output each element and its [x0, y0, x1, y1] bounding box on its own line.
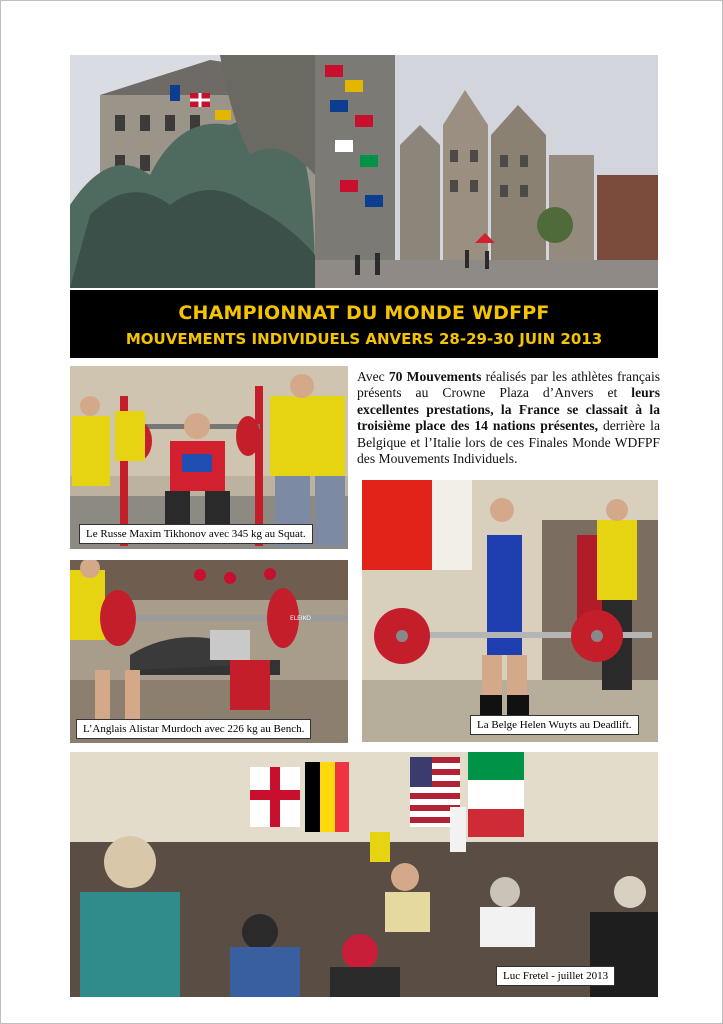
article-text — [357, 369, 660, 467]
squat-photo — [70, 366, 348, 549]
article-bold-1: 70 Mouvements — [388, 369, 482, 384]
squat-caption: Le Russe Maxim Tikhonov avec 345 kg au Squat. — [79, 524, 313, 544]
plate-text: ELEIKO — [290, 615, 312, 622]
photo-credit: Luc Fretel - juillet 2013 — [496, 966, 615, 986]
deadlift-photo — [362, 480, 658, 742]
article-text-2: réalisés par les athlètes français présents au Crowne Plaza d’Anvers et — [357, 369, 661, 401]
banner-subtitle: MOUVEMENTS INDIVIDUELS ANVERS 28-29-30 JUIN 2013 — [125, 330, 603, 348]
banner-title: CHAMPIONNAT DU MONDE WDFPF — [178, 302, 550, 324]
audience-photo — [70, 752, 658, 997]
article-text-1: Avec — [357, 369, 389, 384]
article-bold-2: leurs excellentes prestations, la France se classait à la troisième place des 14 nations présentes, — [357, 385, 660, 434]
article-text-3: derrière la Belgique et l’Italie lors de ces Finales Monde WDFPF des Mouvements Individuels. — [357, 418, 660, 467]
antwerp-fountain-photo — [70, 55, 315, 288]
bench-photo — [70, 560, 348, 743]
antwerp-square-photo — [315, 55, 658, 288]
title-banner — [70, 290, 658, 358]
bench-caption: L’Anglais Alistar Murdoch avec 226 kg au Bench. — [76, 719, 311, 739]
deadlift-caption: La Belge Helen Wuyts au Deadlift. — [470, 715, 639, 735]
